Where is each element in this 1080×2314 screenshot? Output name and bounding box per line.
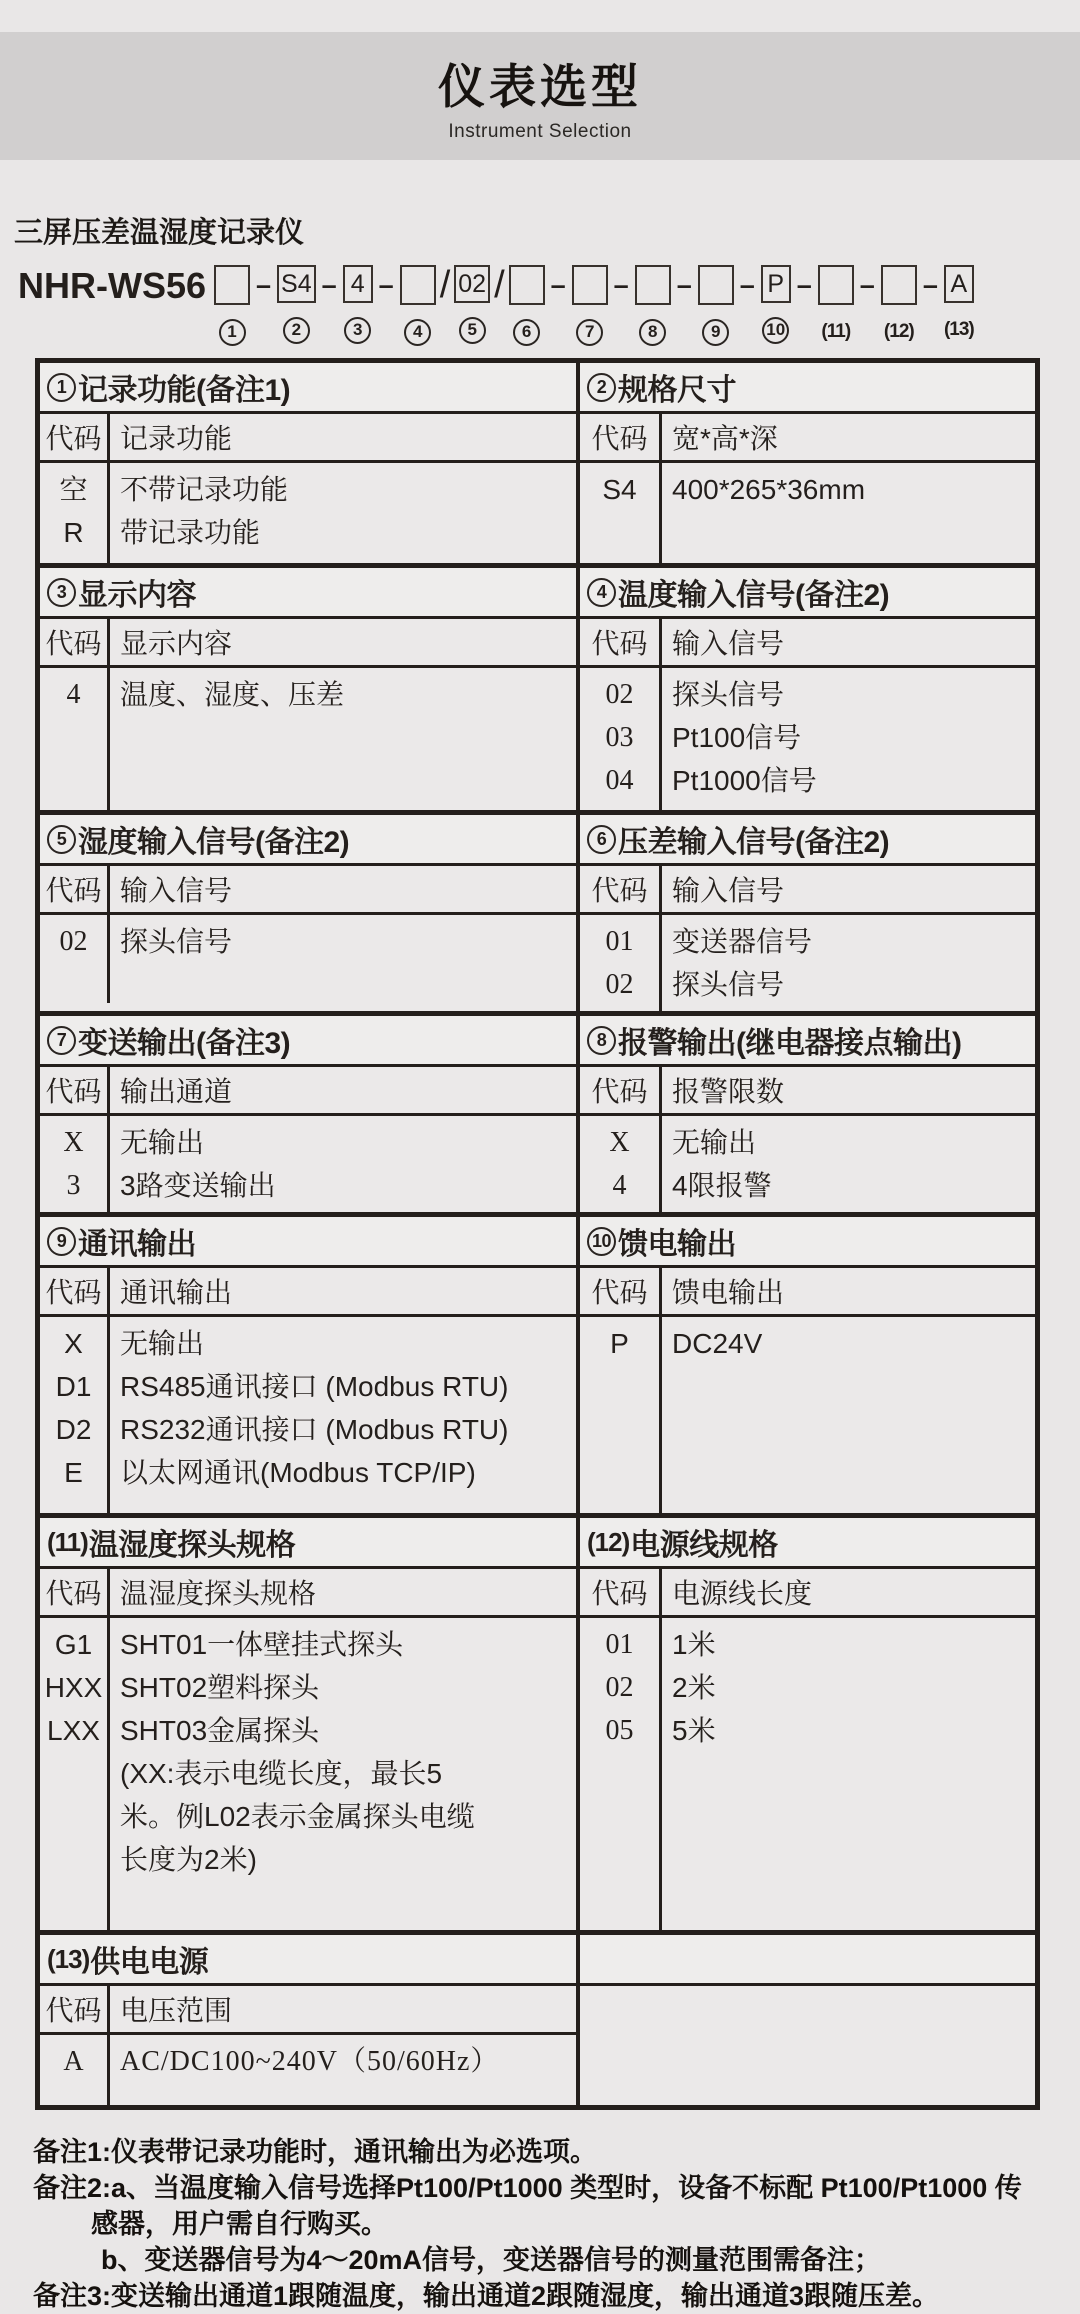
model-separator: – [378,269,394,300]
desc-value: DC24V [672,1328,763,1359]
desc-value: 探头信号 [672,679,785,710]
section-title-text: 供电电源 [90,1946,209,1979]
note-line: 备注3:变送输出通道1跟随温度，输出通道2跟随湿度，输出通道3跟随压差。 [33,2281,940,2311]
desc-value: 1米 [672,1629,716,1660]
circled-number-9: 9 [47,1227,76,1256]
desc-value: 2米 [672,1672,716,1703]
code-value: D2 [55,1414,92,1445]
desc-value: 400*265*36mm [672,474,866,505]
model-position-1 [214,265,250,346]
model-position-10 [761,265,791,344]
model-number-slot-13 [944,316,974,344]
code-value: R [63,517,84,548]
code-cell [580,668,662,810]
model-separator: / [494,263,505,306]
section-title-4 [580,568,1035,619]
section-title-text: 馈电输出 [618,1228,736,1261]
desc-value: Pt100信号 [672,722,802,753]
table-row-pair-6 [40,1513,1035,1930]
section-body [40,2035,576,2105]
section-header-row [40,1268,576,1317]
section-title-8 [580,1016,1035,1067]
code-value: 02 [605,969,634,1000]
circled-number-3: 3 [47,578,76,607]
model-prefix: NHR-WS56 [18,265,207,306]
code-column-header: 代码 [40,414,110,460]
model-box-7 [572,265,608,305]
paren-number-12: (12) [587,1526,630,1557]
section-title-3 [40,568,576,619]
code-value: HXX [44,1672,103,1703]
section-body [40,668,576,810]
section-body [40,1317,576,1513]
model-number-slot-6 [513,318,540,346]
model-box-2: S4 [277,265,316,303]
desc-cell [662,1116,1035,1212]
model-box-4 [400,265,436,305]
section-title-6 [580,815,1035,866]
code-column-header: 代码 [580,1569,662,1615]
desc-column-header: 宽*高*深 [672,423,778,454]
model-separator: – [321,269,337,300]
code-column-header: 代码 [40,1986,110,2032]
model-number-slot-1 [219,318,246,346]
section-title-text: 通讯输出 [78,1228,196,1261]
desc-column-header: 输入信号 [672,628,785,659]
section-title-11 [40,1518,576,1569]
circled-number-7: 7 [576,319,603,346]
section-cell-left [40,568,580,810]
circled-number-10: 10 [587,1227,616,1256]
note-line: 备注2:a、当温度输入信号选择Pt100/Pt1000 类型时，设备不标配 Pt100/Pt1000 传 [33,2173,1022,2203]
section-cell-left [40,1518,580,1930]
model-number-slot-3 [344,316,371,344]
code-value: 4 [612,1170,627,1201]
section-body [580,1116,1035,1212]
paren-number-12: (12) [883,321,914,342]
section-header-row [580,1067,1035,1116]
code-value: P [610,1328,629,1359]
note-line: 备注1:仪表带记录功能时，通讯输出为必选项。 [33,2137,598,2167]
section-header-row [40,1986,576,2035]
section-cell-right [580,1518,1035,1930]
code-column-header: 代码 [40,1569,110,1615]
model-separator: – [796,269,812,300]
section-title-13 [40,1935,576,1986]
model-box-11 [818,265,854,305]
code-value: X [64,1328,83,1359]
paren-number-13: (13) [47,1943,90,1974]
desc-value: 无输出 [120,1127,205,1158]
code-cell [40,915,110,1003]
table-row-pair-1 [40,363,1035,563]
page-header-band [0,32,1080,160]
section-cell-left [40,1016,580,1212]
model-position-3 [343,265,373,344]
model-separator: – [256,269,272,300]
model-separator: – [550,269,566,300]
circled-number-8: 8 [639,319,666,346]
section-title-5 [40,815,576,866]
section-cell-left [40,363,580,563]
code-cell [40,668,110,810]
desc-column-header: 馈电输出 [672,1277,785,1308]
section-header-row [40,866,576,915]
section-title-text: 压差输入信号(备注2) [618,826,890,859]
desc-value: 长度为2米) [120,1844,257,1875]
code-value: X [609,1127,630,1158]
desc-value: 探头信号 [672,969,785,1000]
section-title-text: 电源线规格 [630,1529,778,1562]
model-box-9 [698,265,734,305]
page [0,32,1080,2311]
desc-value: 3路变送输出 [120,1170,276,1201]
desc-value: 变送器信号 [672,926,813,957]
code-value: S4 [602,474,637,505]
desc-column-header: 记录功能 [120,423,233,454]
code-column-header: 代码 [40,1067,110,1113]
section-header-row [40,1067,576,1116]
section-title-text: 温湿度探头规格 [88,1529,296,1562]
model-number-slot-5 [459,316,486,344]
code-value: 01 [605,926,634,957]
table-row-pair-2 [40,563,1035,810]
table-row-pair-3 [40,810,1035,1011]
note-line: b、变送器信号为4～20mA信号，变送器信号的测量范围需备注； [101,2245,882,2275]
section-header-row [40,619,576,668]
desc-value: (XX:表示电缆长度，最长5 [120,1758,443,1789]
desc-value: 探头信号 [120,926,233,957]
empty-title-cell [580,1935,1035,1986]
desc-column-header: 显示内容 [120,628,233,659]
section-body [580,1618,1035,1930]
section-title-text: 报警输出(继电器接点输出) [618,1027,962,1060]
table-row-pair-5 [40,1212,1035,1513]
model-number-slot-11 [821,318,850,346]
code-cell [40,1317,110,1513]
code-value: 02 [59,926,88,957]
model-box-13: A [944,265,974,303]
desc-cell [110,1317,576,1513]
note-line: 感器，用户需自行购买。 [91,2209,388,2239]
code-value: 3 [66,1170,81,1201]
model-position-12 [881,265,917,346]
code-value: 03 [605,722,634,753]
code-value: X [63,1127,84,1158]
circled-number-1: 1 [47,373,76,402]
desc-column-header: 通讯输出 [120,1277,233,1308]
model-separator: – [676,269,692,300]
selection-table [35,358,1040,2110]
section-cell-right [580,1935,1035,2105]
model-position-7 [572,265,608,346]
model-box-12 [881,265,917,305]
section-header-row [580,619,1035,668]
section-body [40,463,576,563]
code-value: 04 [605,765,634,796]
section-cell-right [580,815,1035,1011]
desc-cell [662,915,1035,1011]
circled-number-6: 6 [513,319,540,346]
empty-body-cell [580,1986,1035,2102]
code-column-header: 代码 [580,619,662,665]
model-position-4 [400,265,436,346]
section-header-row [580,414,1035,463]
code-cell [40,463,110,563]
desc-value: SHT03金属探头 [120,1715,320,1746]
code-value: 01 [605,1629,634,1660]
code-column-header: 代码 [580,1268,662,1314]
model-position-2 [277,265,316,344]
page-title: 仪表选型 [438,60,642,113]
desc-cell [662,463,1035,563]
section-title-text: 变送输出(备注3) [78,1027,291,1060]
desc-value: Pt1000信号 [672,765,817,796]
code-value: 02 [605,1672,634,1703]
desc-column-header: 报警限数 [672,1076,785,1107]
code-cell [580,1317,662,1513]
section-cell-right [580,568,1035,810]
section-body [580,1317,1035,1513]
desc-cell [110,2035,576,2105]
model-position-13 [944,265,974,344]
code-column-header: 代码 [40,866,110,912]
circled-number-5: 5 [459,317,486,344]
section-title-2 [580,363,1035,414]
desc-value: SHT01一体壁挂式探头 [120,1629,404,1660]
code-cell [580,1618,662,1930]
desc-column-header: 电源线长度 [672,1578,813,1609]
section-title-12 [580,1518,1035,1569]
section-title-7 [40,1016,576,1067]
model-box-3: 4 [343,265,373,303]
code-value: LXX [47,1715,100,1746]
desc-value: 4限报警 [672,1170,772,1201]
model-position-5 [454,265,490,344]
model-separator: / [439,263,451,306]
section-header-row [40,414,576,463]
desc-column-header: 电压范围 [120,1996,233,2027]
model-box-1 [214,265,250,305]
section-title-text: 温度输入信号(备注2) [618,579,890,612]
model-position-11 [818,265,854,346]
code-value: 4 [66,679,81,710]
code-column-header: 代码 [580,866,662,912]
circled-number-6: 6 [587,825,616,854]
table-row-pair-4 [40,1011,1035,1212]
desc-cell [662,668,1035,810]
section-title-text: 显示内容 [78,579,196,612]
notes-block [33,2134,1080,2314]
code-value [40,1838,107,1881]
section-body [40,1618,576,1930]
section-title-text: 规格尺寸 [618,374,736,407]
paren-number-11: (11) [821,321,851,342]
desc-value: RS232通讯接口 (Modbus RTU) [120,1414,509,1445]
model-number-slot-9 [702,318,729,346]
section-cell-right [580,1217,1035,1513]
desc-column-header: 输入信号 [672,875,785,906]
code-cell [40,2035,110,2105]
model-number-slot-4 [404,318,431,346]
model-code-line [18,265,1080,346]
code-value: A [63,2046,84,2077]
code-value: 空 [59,474,88,505]
desc-column-header: 输出通道 [120,1076,233,1107]
circled-number-2: 2 [283,317,310,344]
code-value: E [64,1457,83,1488]
section-title-10 [580,1217,1035,1268]
code-cell [40,1618,110,1930]
code-cell [580,1116,662,1212]
desc-value: 温度、湿度、压差 [120,679,345,710]
paren-number-13: (13) [943,319,974,340]
model-box-5: 02 [454,265,490,303]
code-column-header: 代码 [40,619,110,665]
code-cell [580,463,662,563]
section-title-1 [40,363,576,414]
circled-number-10: 10 [762,317,789,344]
model-box-6 [509,265,545,305]
code-value: D1 [55,1371,92,1402]
circled-number-1: 1 [219,319,246,346]
desc-value: 无输出 [120,1328,205,1359]
circled-number-7: 7 [47,1026,76,1055]
code-value: 05 [605,1715,634,1746]
section-body [580,668,1035,810]
desc-value: SHT02塑料探头 [120,1672,320,1703]
circled-number-4: 4 [404,319,431,346]
section-body [40,915,576,1003]
code-column-header: 代码 [580,1067,662,1113]
desc-value: 无输出 [672,1127,757,1158]
code-value: 02 [605,679,634,710]
section-header-row [580,866,1035,915]
model-number-slot-8 [639,318,666,346]
desc-cell [110,1116,576,1212]
desc-value: 以太网通讯(Modbus TCP/IP) [120,1457,476,1488]
model-box-8 [635,265,671,305]
circled-number-8: 8 [587,1026,616,1055]
circled-number-3: 3 [344,317,371,344]
desc-column-header: 温湿度探头规格 [120,1578,317,1609]
circled-number-4: 4 [587,578,616,607]
model-box-10: P [761,265,791,303]
circled-number-2: 2 [587,373,616,402]
desc-value: AC/DC100~240V（50/60Hz） [120,2046,500,2077]
code-column-header: 代码 [40,1268,110,1314]
section-body [40,1116,576,1212]
section-cell-right [580,1016,1035,1212]
desc-value: 不带记录功能 [120,474,289,505]
product-name: 三屏压差温湿度记录仪 [14,217,305,249]
model-separator: – [739,269,755,300]
code-column-header: 代码 [580,414,662,460]
section-header-row [40,1569,576,1618]
model-number-slot-10 [762,316,789,344]
section-body [580,463,1035,563]
section-cell-left [40,1935,580,2105]
model-number-slot-7 [576,318,603,346]
circled-number-5: 5 [47,825,76,854]
model-number-slot-12 [884,318,914,346]
desc-cell [662,1618,1035,1930]
desc-cell [110,915,576,1003]
section-cell-left [40,815,580,1011]
section-header-row [580,1268,1035,1317]
page-subtitle: Instrument Selection [448,121,632,142]
paren-number-11: (11) [47,1526,88,1557]
desc-value: 带记录功能 [120,517,261,548]
code-cell [580,915,662,1011]
section-cell-left [40,1217,580,1513]
model-number-slot-2 [283,316,310,344]
section-header-row [580,1569,1035,1618]
model-position-9 [698,265,734,346]
desc-column-header: 输入信号 [120,875,233,906]
desc-cell [110,668,576,810]
desc-cell [110,463,576,563]
model-position-6 [509,265,545,346]
model-separator: – [613,269,629,300]
section-title-text: 湿度输入信号(备注2) [78,826,350,859]
section-body [580,915,1035,1011]
model-separator: – [859,269,875,300]
code-value [40,1795,107,1838]
desc-value: RS485通讯接口 (Modbus RTU) [120,1371,509,1402]
section-cell-right [580,363,1035,563]
section-title-text: 记录功能(备注1) [78,374,291,407]
section-title-9 [40,1217,576,1268]
model-position-8 [635,265,671,346]
circled-number-9: 9 [702,319,729,346]
desc-value: 5米 [672,1715,716,1746]
desc-value: 米。例L02表示金属探头电缆 [120,1801,475,1832]
code-cell [40,1116,110,1212]
table-row-pair-7 [40,1930,1035,2105]
code-value: G1 [54,1629,93,1660]
code-value [40,1752,107,1795]
desc-cell [110,1618,576,1930]
desc-cell [662,1317,1035,1513]
model-separator: – [922,269,938,300]
